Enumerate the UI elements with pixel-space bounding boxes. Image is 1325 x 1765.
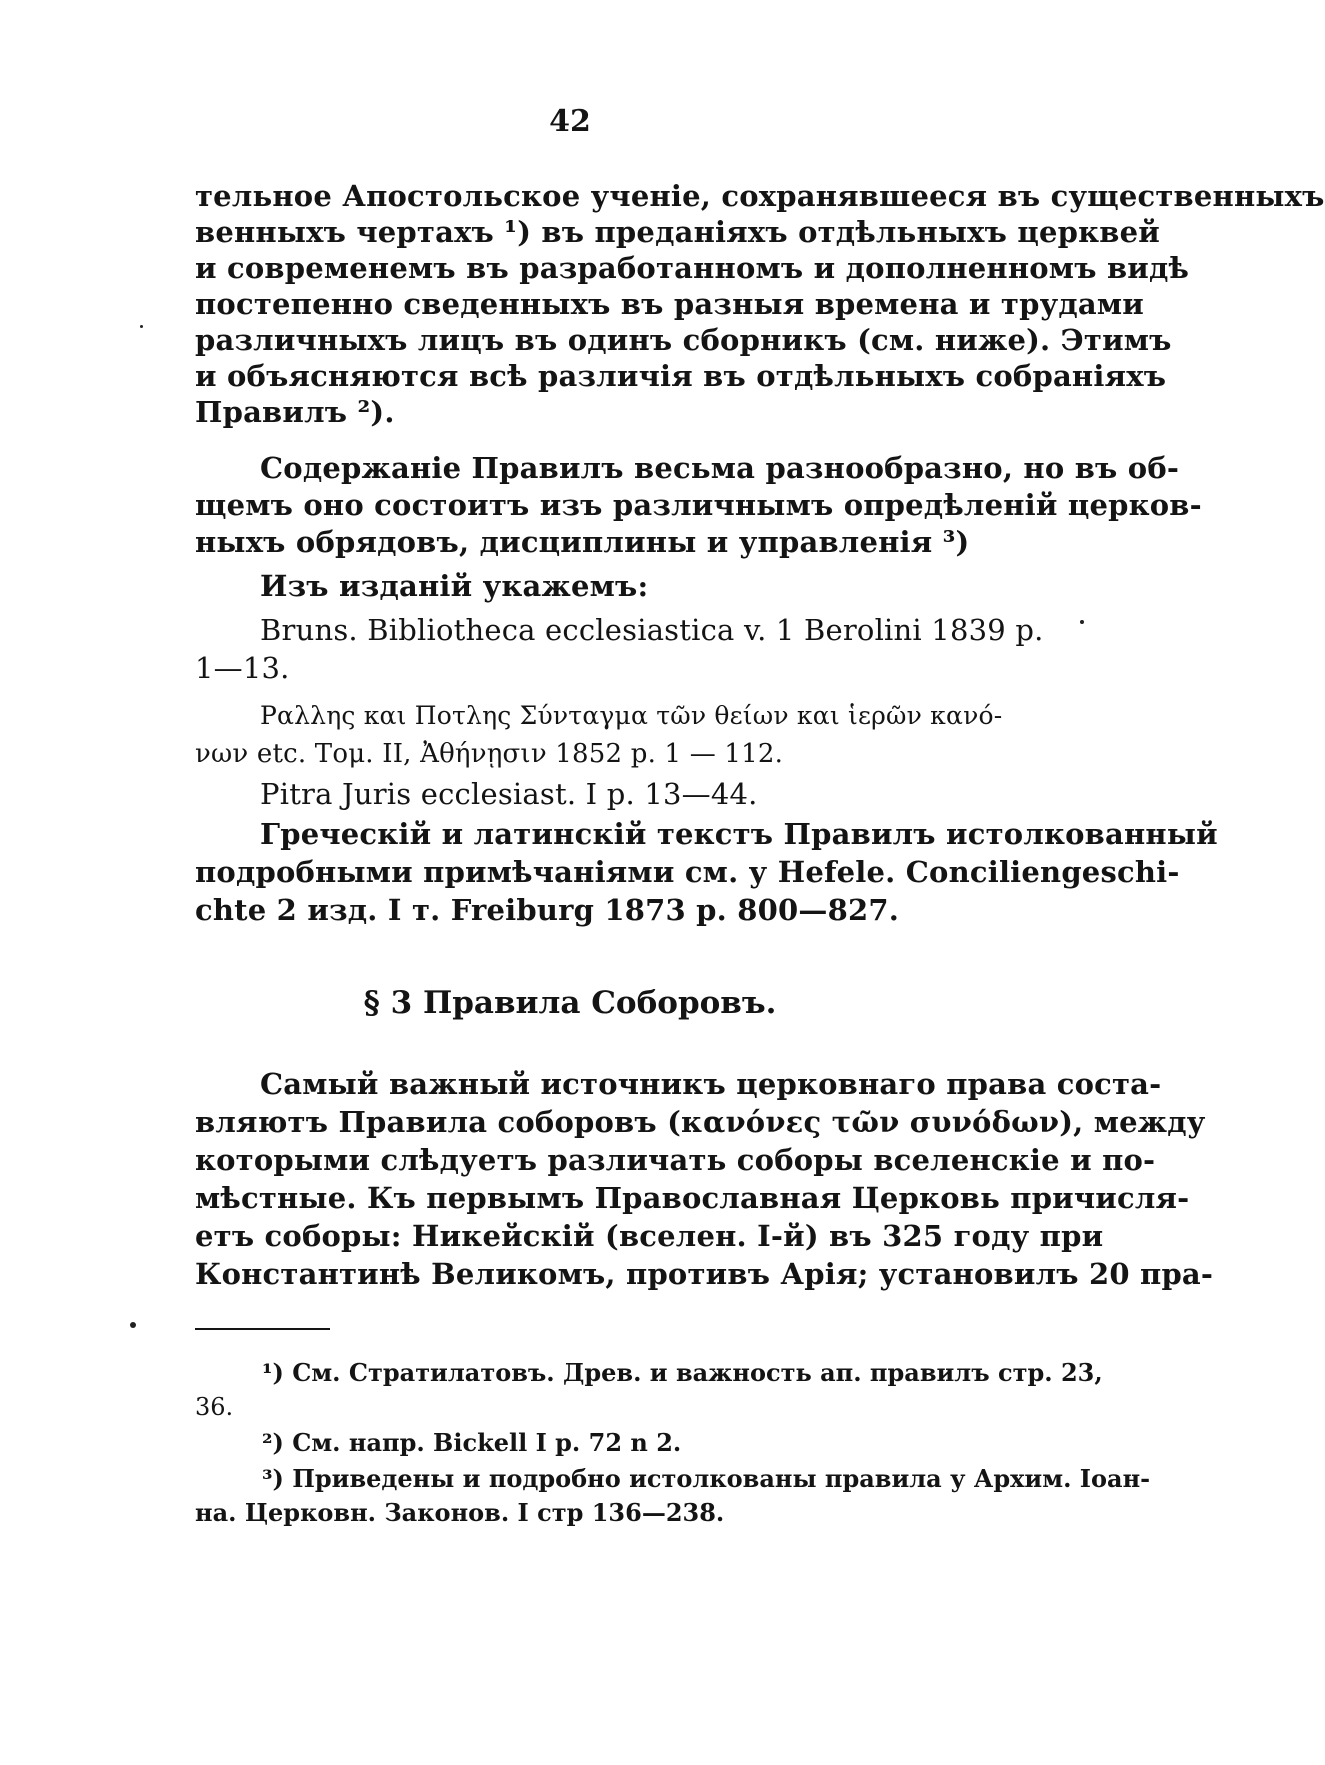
section-line: вляютъ Правила соборовъ (κανόνες τῶν συνόδων), между: [195, 1105, 1206, 1139]
edition-bruns: Bruns. Bibliotheca ecclesiastica v. 1 Berolini 1839 p.: [260, 613, 1044, 647]
section-heading: § 3 Правила Соборовъ.: [363, 985, 777, 1021]
paragraph-line: щемъ оно состоитъ изъ различнымъ опредѣленій церков-: [195, 488, 1202, 522]
print-speck: [140, 325, 143, 328]
footnote-separator: [195, 1328, 330, 1330]
paragraph-line: венныхъ чертахъ ¹) въ преданіяхъ отдѣльныхъ церквей: [195, 215, 1160, 249]
paragraph-line: постепенно сведенныхъ въ разныя времена и трудами: [195, 287, 1144, 321]
paragraph-line: Правилъ ²).: [195, 395, 395, 429]
paragraph-line: Содержаніе Правилъ весьма разнообразно, но въ об-: [260, 451, 1180, 485]
section-line: Самый важный источникъ церковнаго права соста-: [260, 1067, 1162, 1101]
footnote-3-cont: на. Церковн. Законов. I стр 136—238.: [195, 1498, 725, 1527]
paragraph-line: тельное Апостольское ученіе, сохранявшееся въ существенныхъ: [195, 179, 1325, 213]
editions-intro: Изъ изданій укажемъ:: [260, 569, 649, 603]
footnote-1-cont: 36.: [195, 1393, 234, 1421]
edition-pitra: Pitra Juris ecclesiast. I p. 13—44.: [260, 777, 758, 811]
edition-hefele-cont: подробными примѣчаніями см. у Hefele. Conciliengeschi-: [195, 855, 1180, 889]
footnote-1: ¹) См. Стратилатовъ. Древ. и важность ап. правилъ стр. 23,: [262, 1358, 1103, 1387]
edition-bruns-pages: 1—13.: [195, 651, 290, 685]
paragraph-line: ныхъ обрядовъ, дисциплины и управленія ³): [195, 525, 970, 559]
section-line: мѣстные. Къ первымъ Православная Церковь причисля-: [195, 1181, 1190, 1215]
section-line: Константинѣ Великомъ, противъ Арія; установилъ 20 пра-: [195, 1257, 1214, 1291]
section-line: етъ соборы: Никейскій (вселен. I-й) въ 325 году при: [195, 1219, 1104, 1253]
footnote-2: ²) См. напр. Bickell I p. 72 n 2.: [262, 1428, 682, 1457]
footnote-3: ³) Приведены и подробно истолкованы правила у Архим. Іоан-: [262, 1464, 1151, 1493]
print-speck: [1080, 620, 1084, 624]
paragraph-line: различныхъ лицъ въ одинъ сборникъ (см. ниже). Этимъ: [195, 323, 1172, 357]
edition-hefele-end: chte 2 изд. I т. Freiburg 1873 p. 800—827.: [195, 893, 900, 927]
edition-rallis: Ραλλης και Ποτλης Σύνταγμα τῶν θείων και ἱερῶν κανό-: [260, 701, 1003, 730]
edition-hefele: Греческій и латинскій текстъ Правилъ истолкованный: [260, 817, 1218, 851]
page-number: 42: [549, 104, 591, 139]
print-speck: [130, 1322, 136, 1328]
paragraph-line: и современемъ въ разработанномъ и дополненномъ видѣ: [195, 251, 1190, 285]
paragraph-line: и объясняются всѣ различія въ отдѣльныхъ собраніяхъ: [195, 359, 1167, 393]
edition-rallis-cont: νων etc. Τομ. II, Ἀθήνῃσιν 1852 p. 1 — 112.: [195, 739, 784, 769]
section-line: которыми слѣдуетъ различать соборы вселенскіе и по-: [195, 1143, 1156, 1177]
